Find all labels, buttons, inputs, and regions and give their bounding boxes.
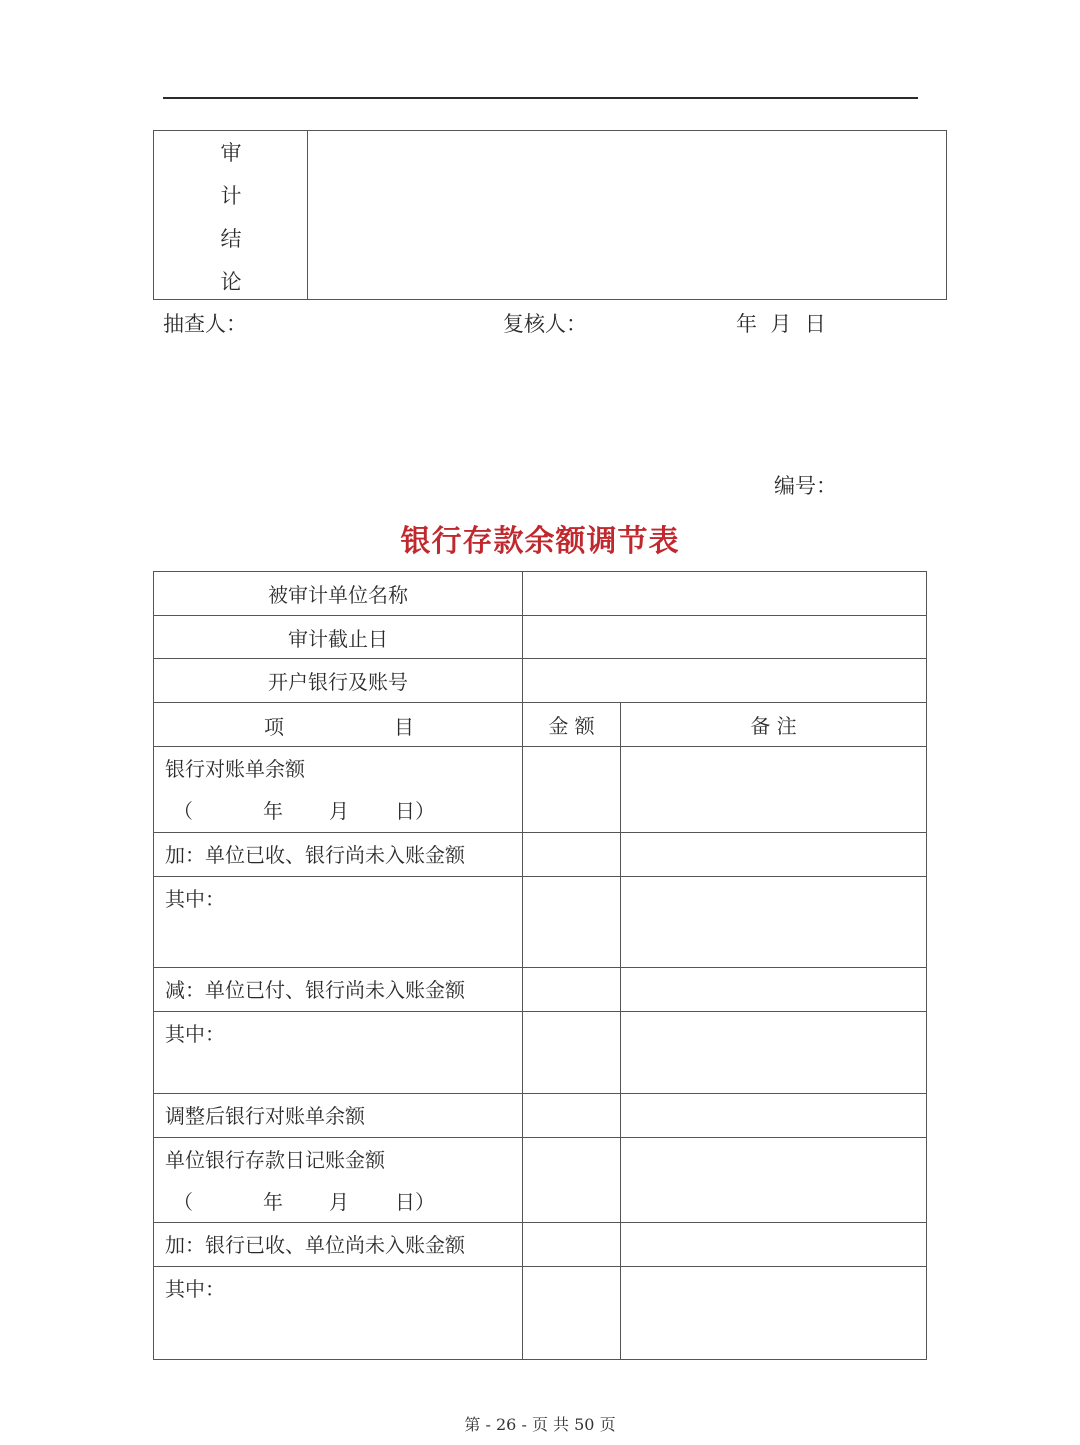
date-line: [165, 1187, 522, 1217]
footer-suffix: 页: [599, 1415, 616, 1434]
row-label: 单位银行存款日记账金额: [165, 1148, 385, 1172]
table-row: [154, 1094, 927, 1138]
date-open: （: [173, 799, 193, 823]
total-pages: 50: [574, 1415, 595, 1434]
table-row: [154, 1223, 927, 1267]
table-row: [154, 968, 927, 1012]
row-label: 调整后银行对账单余额: [154, 1094, 523, 1138]
footer-mid: 页 共: [531, 1415, 570, 1434]
date-open: （: [173, 1190, 193, 1214]
conclusion-char: 论: [220, 270, 242, 294]
remark-cell[interactable]: [621, 747, 927, 833]
row-label-cell: [154, 747, 523, 833]
amount-cell[interactable]: [523, 1223, 621, 1267]
item-header-right: 目: [394, 715, 414, 739]
info-value[interactable]: [523, 659, 927, 703]
column-header-amount: 金 额: [523, 703, 621, 747]
amount-cell[interactable]: [523, 1267, 621, 1360]
checker-label: 抽查人：: [163, 312, 247, 336]
remark-cell[interactable]: [621, 1267, 927, 1360]
conclusion-char: 结: [220, 227, 242, 251]
date-day: 日）: [395, 1190, 435, 1214]
remark-cell[interactable]: [621, 1223, 927, 1267]
info-row: [154, 659, 927, 703]
amount-cell[interactable]: [523, 747, 621, 833]
amount-cell[interactable]: [523, 1012, 621, 1094]
date-month: 月: [329, 1190, 349, 1214]
header-rule: [163, 97, 918, 99]
amount-cell[interactable]: [523, 1138, 621, 1223]
table-row: [154, 1138, 927, 1223]
amount-cell[interactable]: [523, 968, 621, 1012]
date-line: [165, 796, 522, 826]
column-header-item: [154, 703, 523, 747]
audit-conclusion-label: [154, 131, 308, 299]
amount-cell[interactable]: [523, 1094, 621, 1138]
remark-cell[interactable]: [621, 968, 927, 1012]
info-label: 开户银行及账号: [154, 659, 523, 703]
table-row: [154, 1012, 927, 1094]
current-page: - 26 -: [485, 1415, 527, 1434]
date-year: 年: [263, 1190, 283, 1214]
row-label: 减：单位已付、银行尚未入账金额: [154, 968, 523, 1012]
remark-cell[interactable]: [621, 1094, 927, 1138]
column-header-remark: 备 注: [621, 703, 927, 747]
table-row: [154, 877, 927, 968]
serial-number-label: 编号：: [774, 474, 837, 498]
row-label: 其中：: [154, 1012, 523, 1094]
info-value[interactable]: [523, 616, 927, 659]
footer-prefix: 第: [464, 1415, 481, 1434]
sign-date: 年 月 日: [736, 312, 826, 336]
row-label: 加：银行已收、单位尚未入账金额: [154, 1223, 523, 1267]
table-row: [154, 747, 927, 833]
row-label-cell: [154, 1138, 523, 1223]
remark-cell[interactable]: [621, 833, 927, 877]
column-header-row: [154, 703, 927, 747]
amount-cell[interactable]: [523, 833, 621, 877]
date-year: 年: [263, 799, 283, 823]
amount-cell[interactable]: [523, 877, 621, 968]
reviewer-label: 复核人：: [503, 312, 587, 336]
info-label: 被审计单位名称: [154, 572, 523, 616]
table-row: [154, 1267, 927, 1360]
page-footer: [0, 1414, 1080, 1436]
date-day: 日）: [395, 799, 435, 823]
remark-cell[interactable]: [621, 1138, 927, 1223]
date-month: 月: [329, 799, 349, 823]
audit-conclusion-box: [153, 130, 947, 300]
reconciliation-table: [153, 571, 927, 1360]
remark-cell[interactable]: [621, 1012, 927, 1094]
info-row: [154, 616, 927, 659]
table-row: [154, 833, 927, 877]
info-row: [154, 572, 927, 616]
info-value[interactable]: [523, 572, 927, 616]
conclusion-char: 审: [220, 141, 242, 165]
info-label: 审计截止日: [154, 616, 523, 659]
conclusion-char: 计: [220, 184, 242, 208]
row-label: 银行对账单余额: [165, 757, 305, 781]
remark-cell[interactable]: [621, 877, 927, 968]
row-label: 加：单位已收、银行尚未入账金额: [154, 833, 523, 877]
row-label: 其中：: [154, 877, 523, 968]
row-label: 其中：: [154, 1267, 523, 1360]
item-header-left: 项: [264, 715, 284, 739]
page-title: 银行存款余额调节表: [400, 524, 680, 559]
